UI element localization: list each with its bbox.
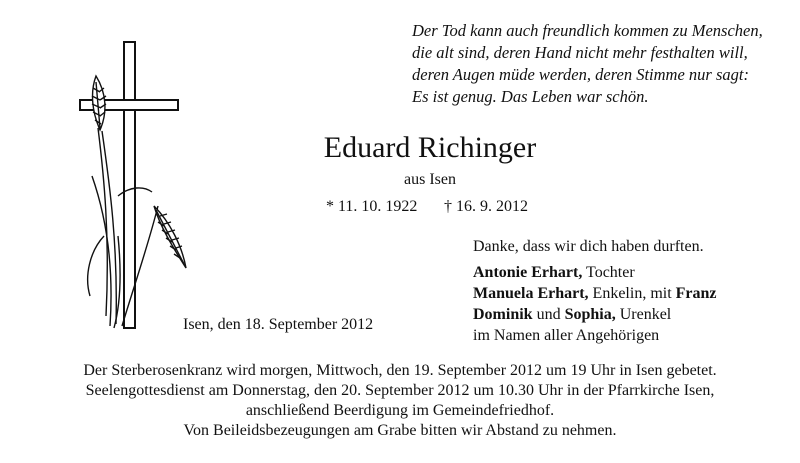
wheat-ears-icon xyxy=(88,76,186,328)
death-date: † 16. 9. 2012 xyxy=(444,198,528,215)
birth-date: * 11. 10. 1922 xyxy=(326,198,418,215)
mourner-relation: Urenkel xyxy=(615,306,672,323)
deceased-origin: aus Isen xyxy=(404,171,456,188)
mourner-relation: Enkelin, mit xyxy=(588,285,676,302)
deceased-name: Eduard Richinger xyxy=(323,131,537,164)
cross-with-wheat-icon xyxy=(60,36,190,336)
mourner-name: Dominik xyxy=(473,306,533,323)
mourner-line xyxy=(473,304,793,325)
poem xyxy=(412,20,792,108)
thanks-heading: Danke, dass wir dich haben durften. xyxy=(473,238,704,255)
service-details xyxy=(20,361,780,441)
mourner-line xyxy=(473,262,793,283)
mourner-name: Antonie Erhart, xyxy=(473,264,583,281)
mourner-closing: im Namen aller Angehörigen xyxy=(473,327,660,344)
service-line: Von Beileidsbezeugungen am Grabe bitten wir Abstand zu nehmen. xyxy=(183,422,617,439)
place-date: Isen, den 18. September 2012 xyxy=(183,316,374,333)
poem-line: die alt sind, deren Hand nicht mehr festhalten will, xyxy=(412,43,748,62)
poem-line: Es ist genug. Das Leben war schön. xyxy=(412,87,649,106)
mourner-name: Franz xyxy=(675,285,717,302)
service-line: anschließend Beerdigung im Gemeindefriedhof. xyxy=(245,402,555,419)
poem-line: Der Tod kann auch freundlich kommen zu Menschen, xyxy=(412,21,763,40)
mourner-relation: Tochter xyxy=(582,264,635,281)
mourner-name: Sophia, xyxy=(564,306,616,323)
service-line: Seelengottesdienst am Donnerstag, den 20. September 2012 um 10.30 Uhr in der Pfarrkirche Isen, xyxy=(85,382,715,399)
mourner-line xyxy=(473,283,793,304)
mourner-conjunction: und xyxy=(532,306,565,323)
service-line: Der Sterberosenkranz wird morgen, Mittwoch, den 19. September 2012 um 19 Uhr in Isen gebetet. xyxy=(83,362,717,379)
mourners-block xyxy=(473,236,793,346)
mourner-name: Manuela Erhart, xyxy=(473,285,589,302)
poem-line: deren Augen müde werden, deren Stimme nur sagt: xyxy=(412,65,749,84)
